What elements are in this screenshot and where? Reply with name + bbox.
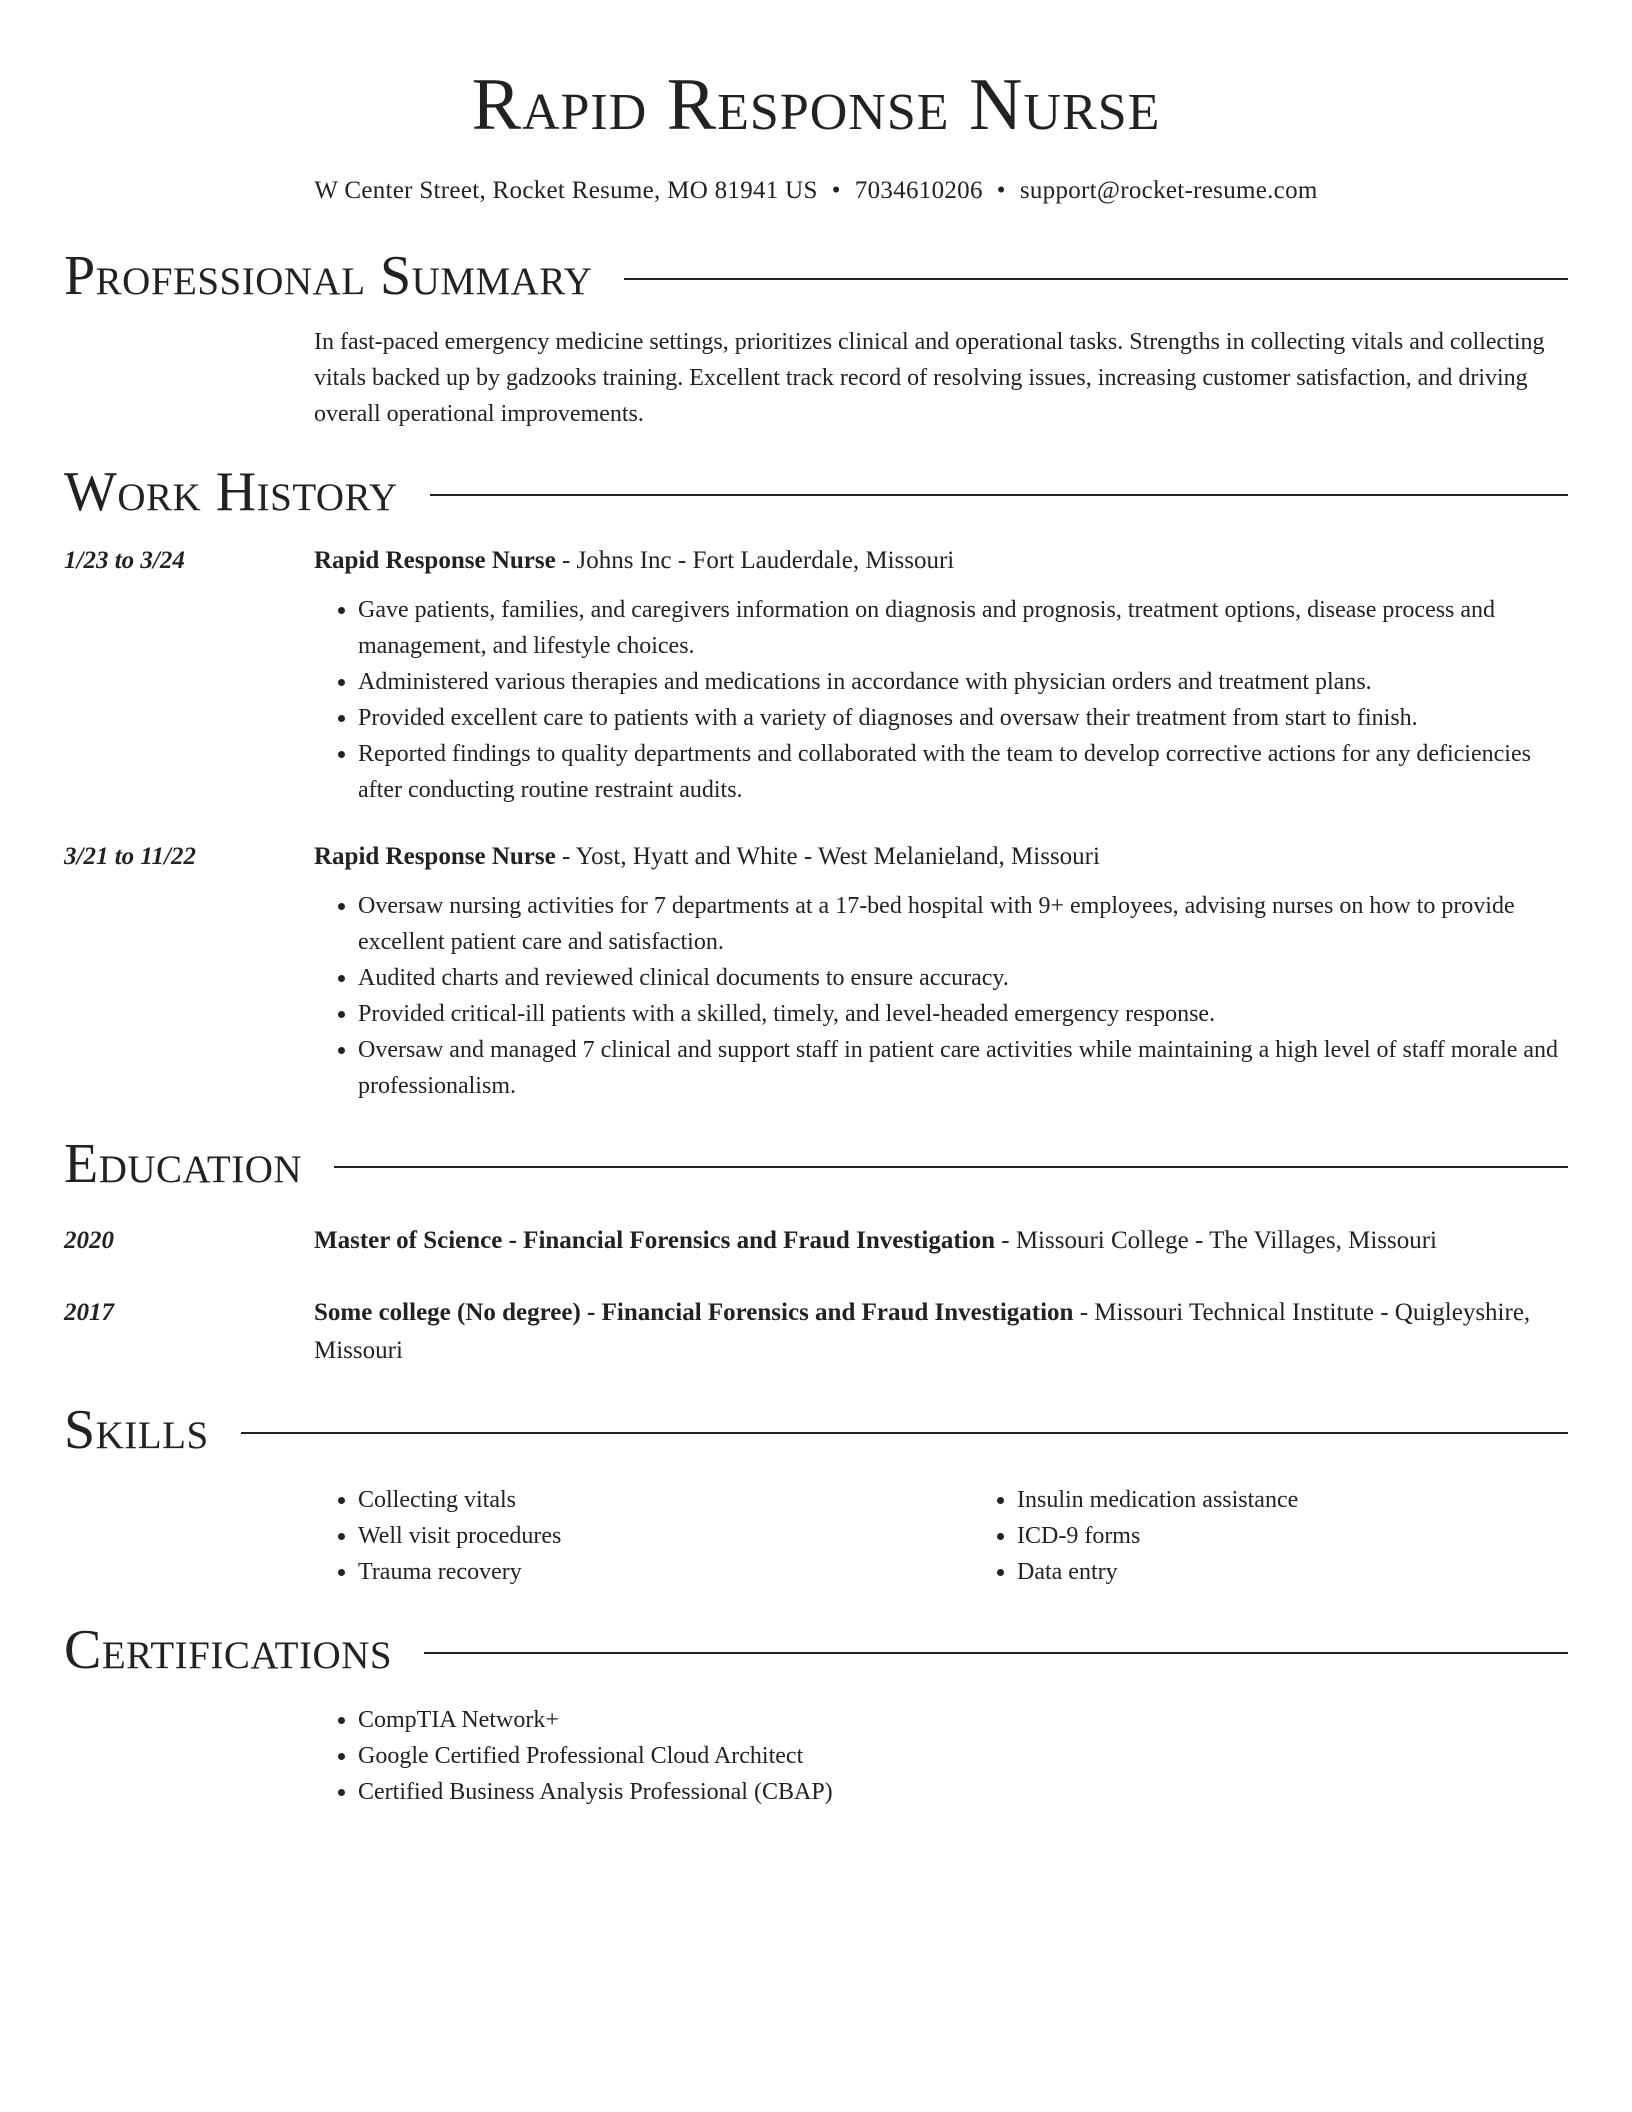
section-title-summary: Professional Summary: [64, 245, 593, 307]
contact-address: W Center Street, Rocket Resume, MO 81941 US: [314, 177, 818, 204]
education-school: - Missouri Technical Institute - Quigleyshire, Missouri: [314, 1299, 1531, 1364]
skills-spacer: [64, 1468, 314, 1590]
contact-email: support@rocket-resume.com: [1019, 177, 1318, 204]
section-title-skills: Skills: [64, 1399, 209, 1461]
job-bullet: • Reported findings to quality departments and collaborated with the team to develop corrective actions for any deficiencies after conducting routine restraint audits.: [358, 736, 1568, 808]
job-title: Rapid Response Nurse: [314, 843, 556, 870]
education-section-header: [64, 1126, 1568, 1202]
skill-item: • Well visit procedures: [358, 1518, 973, 1554]
skills-row: [64, 1468, 1568, 1590]
resume-page: [64, 0, 1568, 1810]
section-title-work: Work History: [64, 461, 398, 523]
skill-item: • Data entry: [1017, 1554, 1632, 1590]
certification-item: • Google Certified Professional Cloud Architect: [358, 1738, 1568, 1774]
section-divider: [624, 278, 1568, 280]
job-bullet: • Gave patients, families, and caregivers information on diagnosis and prognosis, treatment options, disease process and management, and lifestyle choices.: [358, 592, 1568, 664]
certification-item: • Certified Business Analysis Professional (CBAP): [358, 1774, 1568, 1810]
summary-row: [64, 324, 1568, 432]
job-bullet: • Audited charts and reviewed clinical documents to ensure accuracy.: [358, 960, 1568, 996]
job-body: [314, 838, 1568, 1104]
skills-column-left: [314, 1482, 973, 1590]
section-title-certifications: Certifications: [64, 1619, 393, 1681]
education-degree: Master of Science - Financial Forensics and Fraud Investigation: [314, 1227, 995, 1254]
job-bullet: • Oversaw nursing activities for 7 departments at a 17-bed hospital with 9+ employees, advising nurses on how to provide excellent patient care and satisfaction.: [358, 888, 1568, 960]
certifications-list: [314, 1702, 1568, 1810]
job-bullet: • Provided critical-ill patients with a skilled, timely, and level-headed emergency response.: [358, 996, 1568, 1032]
education-body: [314, 1222, 1568, 1260]
contact-phone: 7034610206: [854, 177, 983, 204]
contact-line: [64, 174, 1568, 208]
job-entry: [64, 838, 1568, 1104]
education-entry: [64, 1222, 1568, 1260]
job-body: [314, 542, 1568, 808]
certifications-row: [64, 1702, 1568, 1810]
job-title-line: [314, 542, 1568, 580]
summary-spacer: [64, 324, 314, 432]
education-year: 2017: [64, 1299, 114, 1326]
contact-separator: •: [996, 177, 1006, 204]
skill-item: • ICD-9 forms: [1017, 1518, 1632, 1554]
certifications-body: [314, 1702, 1568, 1810]
job-bullet: • Provided excellent care to patients with a variety of diagnoses and oversaw their treatment from start to finish.: [358, 700, 1568, 736]
job-employer: - Yost, Hyatt and White - West Melanieland, Missouri: [555, 843, 1100, 870]
certifications-section-header: [64, 1612, 1568, 1688]
summary-section-header: [64, 238, 1568, 314]
skills-section-header: [64, 1392, 1568, 1468]
section-divider: [430, 494, 1568, 496]
certification-item: • CompTIA Network+: [358, 1702, 1568, 1738]
certifications-spacer: [64, 1702, 314, 1810]
job-dates: 3/21 to 11/22: [64, 843, 196, 870]
section-divider: [334, 1166, 1568, 1168]
contact-separator: •: [831, 177, 841, 204]
section-divider: [424, 1652, 1568, 1654]
job-dates: 1/23 to 3/24: [64, 547, 185, 574]
resume-name: Rapid Response Nurse: [471, 64, 1161, 146]
section-divider: [241, 1432, 1568, 1434]
skill-item: • Trauma recovery: [358, 1554, 973, 1590]
education-school: - Missouri College - The Villages, Missouri: [995, 1227, 1437, 1254]
job-employer: - Johns Inc - Fort Lauderdale, Missouri: [555, 547, 955, 574]
job-title-line: [314, 838, 1568, 876]
summary-text: In fast-paced emergency medicine settings, prioritizes clinical and operational tasks. Strengths in collecting vitals and collecting vitals backed up by gadzooks training. Excellent track record of resolving issues, increasing customer satisfaction, and driving overall operational improvements.: [314, 329, 1545, 427]
work-section-header: [64, 454, 1568, 530]
education-year: 2020: [64, 1227, 114, 1254]
skills-grid: [314, 1482, 1632, 1590]
skills-column-right: [973, 1482, 1632, 1590]
section-title-education: Education: [64, 1133, 303, 1195]
education-body: [314, 1294, 1568, 1370]
job-bullets: [314, 888, 1568, 1104]
job-entry: [64, 542, 1568, 808]
job-bullet: • Administered various therapies and medications in accordance with physician orders and treatment plans.: [358, 664, 1568, 700]
job-bullets: [314, 592, 1568, 808]
education-entry: [64, 1294, 1568, 1370]
job-bullet: • Oversaw and managed 7 clinical and support staff in patient care activities while maintaining a high level of staff morale and professionalism.: [358, 1032, 1568, 1104]
skill-item: • Insulin medication assistance: [1017, 1482, 1632, 1518]
education-degree: Some college (No degree) - Financial Forensics and Fraud Investigation: [314, 1299, 1074, 1326]
skill-item: • Collecting vitals: [358, 1482, 973, 1518]
job-title: Rapid Response Nurse: [314, 547, 556, 574]
